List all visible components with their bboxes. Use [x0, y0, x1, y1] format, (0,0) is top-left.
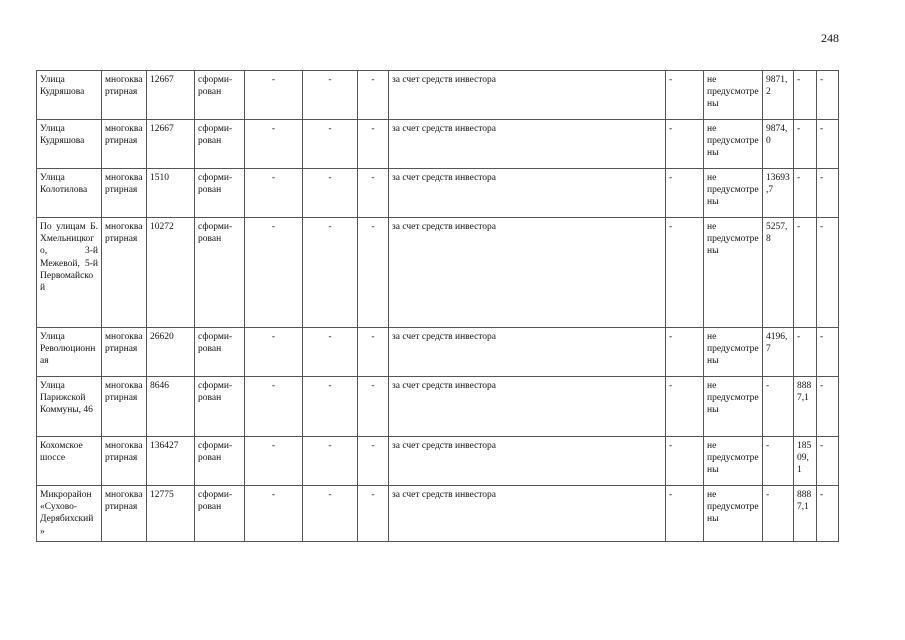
table-row	[37, 377, 839, 437]
cell-provision: не предусмотрены	[704, 71, 763, 120]
cell-area: 8646	[147, 377, 195, 437]
cell-col6: -	[303, 486, 358, 542]
cell-street: Улица Парижской Коммуны, 46	[37, 377, 102, 437]
cell-col9: -	[666, 328, 704, 377]
cell-col7: -	[358, 71, 389, 120]
cell-col9: -	[666, 169, 704, 218]
cell-value-3: -	[817, 377, 839, 437]
cell-street: Улица Кудряшова	[37, 120, 102, 169]
cell-value-2: 8887,1	[794, 377, 817, 437]
cell-col5: -	[245, 120, 303, 169]
table-row	[37, 71, 839, 120]
cell-value-2: -	[794, 71, 817, 120]
cell-street: Улица Колотилова	[37, 169, 102, 218]
cell-status: сформи-рован	[195, 71, 245, 120]
cell-provision: не предусмотрены	[704, 437, 763, 486]
cell-funding: за счет средств инвестора	[389, 120, 666, 169]
table-row	[37, 169, 839, 218]
table-row	[37, 437, 839, 486]
table-row	[37, 486, 839, 542]
cell-street: Улица Кудряшова	[37, 71, 102, 120]
cell-value-2: 18509,1	[794, 437, 817, 486]
cell-building-type: многоквартирная	[102, 218, 147, 328]
cell-street: Микрорайон «Сухово-Дерябихский»	[37, 486, 102, 542]
cell-value-1: -	[763, 486, 794, 542]
cell-col5: -	[245, 328, 303, 377]
cell-value-1: 4196,7	[763, 328, 794, 377]
cell-col6: -	[303, 437, 358, 486]
cell-col6: -	[303, 71, 358, 120]
cell-value-2: -	[794, 328, 817, 377]
table-row	[37, 120, 839, 169]
cell-area: 12775	[147, 486, 195, 542]
cell-street: По улицам Б. Хмельницкого, 3-й Межевой, 5-й Первомайской	[37, 218, 102, 328]
cell-provision: не предусмотрены	[704, 169, 763, 218]
cell-value-2: -	[794, 169, 817, 218]
cell-value-3: -	[817, 437, 839, 486]
cell-funding: за счет средств инвестора	[389, 218, 666, 328]
cell-col6: -	[303, 169, 358, 218]
cell-status: сформи-рован	[195, 218, 245, 328]
page-number: 248	[821, 31, 839, 45]
cell-col6: -	[303, 120, 358, 169]
cell-funding: за счет средств инвестора	[389, 377, 666, 437]
cell-col9: -	[666, 71, 704, 120]
cell-provision: не предусмотрены	[704, 328, 763, 377]
cell-col7: -	[358, 169, 389, 218]
cell-col7: -	[358, 377, 389, 437]
cell-provision: не предусмотрены	[704, 377, 763, 437]
cell-building-type: многоквартирная	[102, 120, 147, 169]
cell-funding: за счет средств инвестора	[389, 437, 666, 486]
cell-col9: -	[666, 486, 704, 542]
cell-col9: -	[666, 377, 704, 437]
cell-value-3: -	[817, 218, 839, 328]
cell-col5: -	[245, 218, 303, 328]
cell-status: сформи-рован	[195, 377, 245, 437]
cell-area: 10272	[147, 218, 195, 328]
cell-col9: -	[666, 437, 704, 486]
cell-building-type: многоквартирная	[102, 486, 147, 542]
cell-provision: не предусмотрены	[704, 218, 763, 328]
cell-col7: -	[358, 486, 389, 542]
cell-status: сформи-рован	[195, 120, 245, 169]
table-body	[37, 71, 839, 542]
cell-value-3: -	[817, 169, 839, 218]
cell-building-type: многоквартирная	[102, 437, 147, 486]
cell-col5: -	[245, 437, 303, 486]
cell-col9: -	[666, 120, 704, 169]
cell-col6: -	[303, 218, 358, 328]
territory-table	[36, 70, 839, 542]
cell-value-1: 9871,2	[763, 71, 794, 120]
cell-col5: -	[245, 486, 303, 542]
cell-col9: -	[666, 218, 704, 328]
cell-street: Кохомское шоссе	[37, 437, 102, 486]
cell-value-1: 13693,7	[763, 169, 794, 218]
cell-value-3: -	[817, 120, 839, 169]
cell-area: 12667	[147, 120, 195, 169]
cell-area: 26620	[147, 328, 195, 377]
table-row	[37, 328, 839, 377]
cell-value-3: -	[817, 328, 839, 377]
cell-value-3: -	[817, 486, 839, 542]
cell-status: сформи-рован	[195, 169, 245, 218]
cell-funding: за счет средств инвестора	[389, 486, 666, 542]
table-row	[37, 218, 839, 328]
cell-col6: -	[303, 377, 358, 437]
cell-street: Улица Революционная	[37, 328, 102, 377]
cell-status: сформи-рован	[195, 437, 245, 486]
cell-building-type: многоквартирная	[102, 377, 147, 437]
cell-col7: -	[358, 437, 389, 486]
cell-area: 12667	[147, 71, 195, 120]
cell-value-1: 9874,0	[763, 120, 794, 169]
cell-provision: не предусмотрены	[704, 486, 763, 542]
cell-col7: -	[358, 120, 389, 169]
cell-building-type: многоквартирная	[102, 328, 147, 377]
cell-value-1: 5257,8	[763, 218, 794, 328]
cell-col7: -	[358, 218, 389, 328]
cell-col5: -	[245, 169, 303, 218]
cell-col5: -	[245, 377, 303, 437]
cell-col6: -	[303, 328, 358, 377]
cell-building-type: многоквартирная	[102, 71, 147, 120]
cell-value-1: -	[763, 377, 794, 437]
cell-provision: не предусмотрены	[704, 120, 763, 169]
cell-value-1: -	[763, 437, 794, 486]
cell-status: сформи-рован	[195, 486, 245, 542]
cell-status: сформи-рован	[195, 328, 245, 377]
cell-value-3: -	[817, 71, 839, 120]
cell-value-2: 8887,1	[794, 486, 817, 542]
cell-area: 1510	[147, 169, 195, 218]
cell-value-2: -	[794, 218, 817, 328]
cell-col7: -	[358, 328, 389, 377]
cell-funding: за счет средств инвестора	[389, 71, 666, 120]
cell-funding: за счет средств инвестора	[389, 328, 666, 377]
cell-funding: за счет средств инвестора	[389, 169, 666, 218]
cell-building-type: многоквартирная	[102, 169, 147, 218]
cell-value-2: -	[794, 120, 817, 169]
cell-col5: -	[245, 71, 303, 120]
cell-area: 136427	[147, 437, 195, 486]
